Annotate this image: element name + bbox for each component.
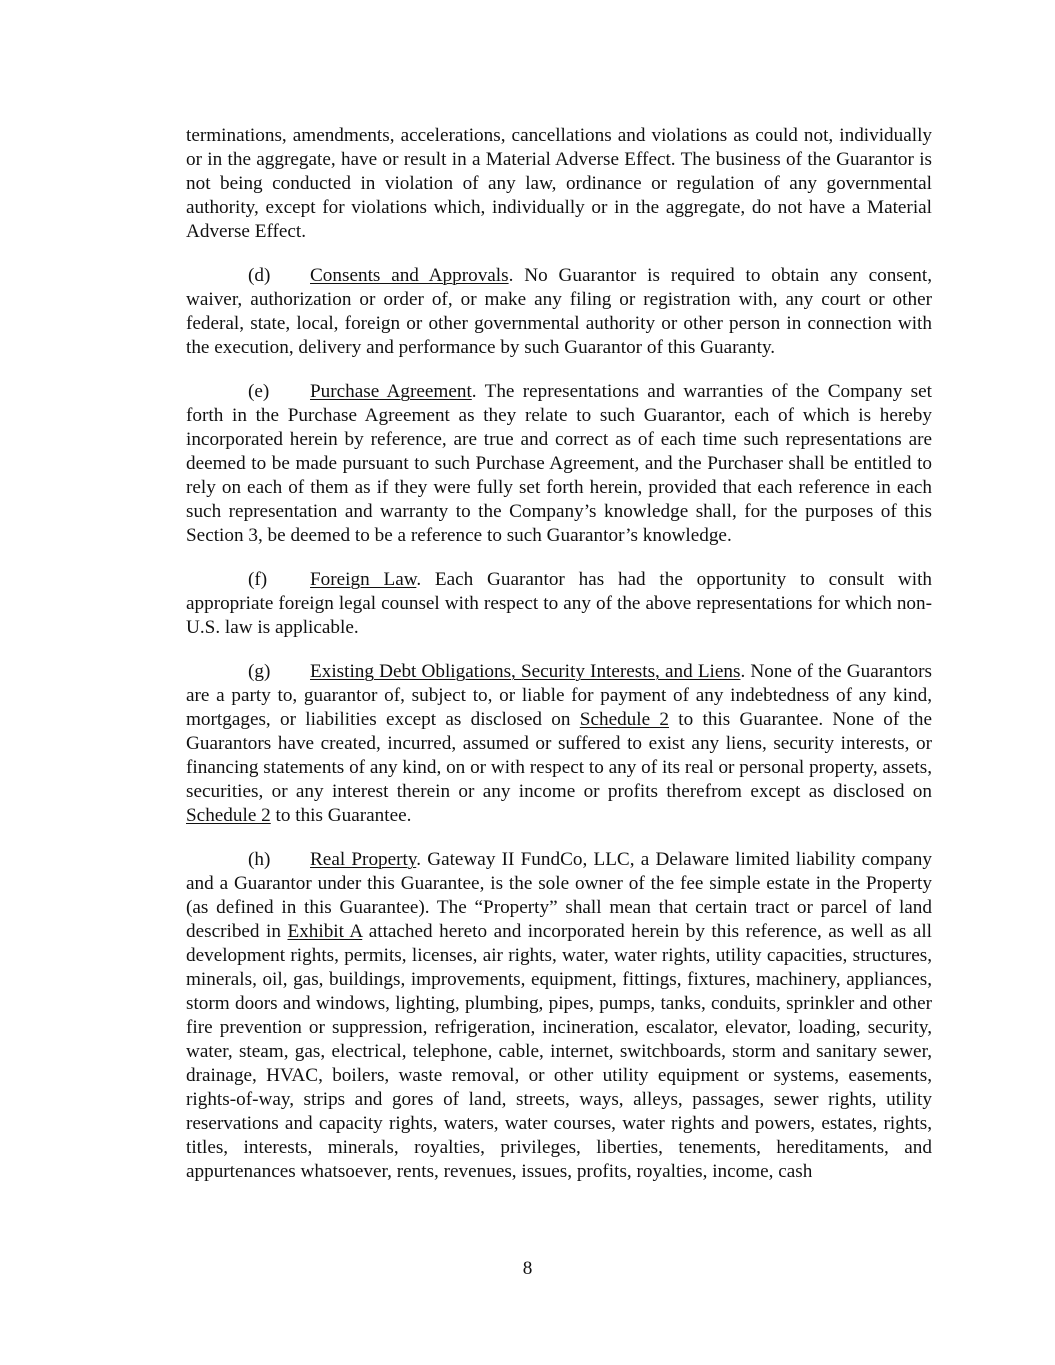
section-heading: Existing Debt Obligations, Security Interests, and Liens bbox=[310, 661, 741, 682]
paragraph-e-purchase-agreement bbox=[186, 380, 932, 548]
paragraph-d-consents bbox=[186, 264, 932, 360]
item-marker: (h) bbox=[248, 849, 271, 870]
paragraph-text: . Gateway II FundCo, LLC, a Delaware limited liability company and a Guarantor under this Guarantee, is the sole owner of the fee simple estate in the Property (as defined in this Guarantee). The “Property” shall mean that certain tract or parcel of land described in bbox=[186, 849, 932, 942]
schedule-2-reference: Schedule 2 bbox=[186, 805, 271, 826]
paragraph-text: . Each Guarantor has had the opportunity to consult with appropriate foreign legal counsel with respect to any of the above representations for which non-U.S. law is applicable. bbox=[186, 569, 932, 638]
item-marker: (f) bbox=[248, 569, 268, 590]
paragraph-text: terminations, amendments, accelerations, cancellations and violations as could not, individually or in the aggregate, have or result in a Material Adverse Effect. The business of the Guarantor is not being conducted in violation of any law, ordinance or regulation of any governmental authority, except for violations which, individually or in the aggregate, do not have a Material Adverse Effect. bbox=[186, 125, 932, 242]
item-marker: (g) bbox=[248, 661, 271, 682]
paragraph-text: . The representations and warranties of the Company set forth in the Purchase Agreement as they relate to such Guarantor, each of which is hereby incorporated herein by reference, are true and correct as of each time such representations are deemed to be made pursuant to such Purchase Agreement, and the Purchaser shall be entitled to rely on each of them as if they were fully set forth herein, provided that each reference in each such representation and warranty to the Company’s knowledge shall, for the purposes of this Section 3, be deemed to be a reference to such Guarantor’s knowledge. bbox=[186, 381, 932, 546]
paragraph-text: to this Guarantee. bbox=[270, 805, 412, 826]
section-heading: Consents and Approvals bbox=[310, 265, 509, 286]
paragraph-continuation bbox=[186, 124, 932, 244]
paragraph-g-existing-debt bbox=[186, 660, 932, 828]
schedule-2-reference: Schedule 2 bbox=[579, 709, 669, 730]
item-marker: (d) bbox=[248, 265, 271, 286]
item-marker: (e) bbox=[248, 381, 270, 402]
paragraph-text: to this Guarantee. None of the Guarantors have created, incurred, assumed or suffered to exist any liens, security interests, or financing statements of any kind, on or with respect to any of its real or personal property, assets, securities, or any interest therein or any income or profits therefrom except as disclosed on bbox=[186, 709, 932, 802]
section-heading: Foreign Law bbox=[310, 569, 417, 590]
section-heading: Real Property bbox=[310, 849, 417, 870]
paragraph-text: . No Guarantor is required to obtain any consent, waiver, authorization or order of, or make any filing or registration with, any court or other federal, state, local, foreign or other governmental authority or other person in connection with the execution, delivery and performance by such Guarantor of this Guaranty. bbox=[186, 265, 932, 358]
paragraph-text: attached hereto and incorporated herein by this reference, as well as all development rights, permits, licenses, air rights, water, water rights, utility capacities, structures, minerals, oil, gas, buildings, improvements, equipment, fittings, fixtures, machinery, appliances, storm doors and windows, lighting, plumbing, pipes, pumps, tanks, conduits, sprinkler and other fire prevention or suppression, refrigeration, incineration, escalator, elevator, loading, security, water, steam, gas, electrical, telephone, cable, internet, switchboards, storm and sanitary sewer, drainage, HVAC, boilers, waste removal, or other utility equipment or systems, easements, rights-of-way, strips and gores of land, streets, ways, alleys, passages, sewer rights, utility reservations and capacity rights, waters, water courses, water rights and powers, estates, rights, titles, interests, minerals, royalties, privileges, liberties, tenements, hereditaments, and appurtenances whatsoever, rents, revenues, issues, profits, royalties, income, cash bbox=[186, 921, 932, 1182]
document-body bbox=[186, 124, 932, 1204]
section-heading: Purchase Agreement bbox=[310, 381, 472, 402]
paragraph-text: . None of the Guarantors are a party to, guarantor of, subject to, or liable for payment of any indebtedness of any kind, mortgages, or liabilities except as disclosed on bbox=[186, 661, 933, 730]
exhibit-a-reference: Exhibit A bbox=[287, 921, 363, 942]
paragraph-h-real-property bbox=[186, 848, 932, 1184]
paragraph-f-foreign-law bbox=[186, 568, 932, 640]
page-number: 8 bbox=[522, 1258, 533, 1279]
